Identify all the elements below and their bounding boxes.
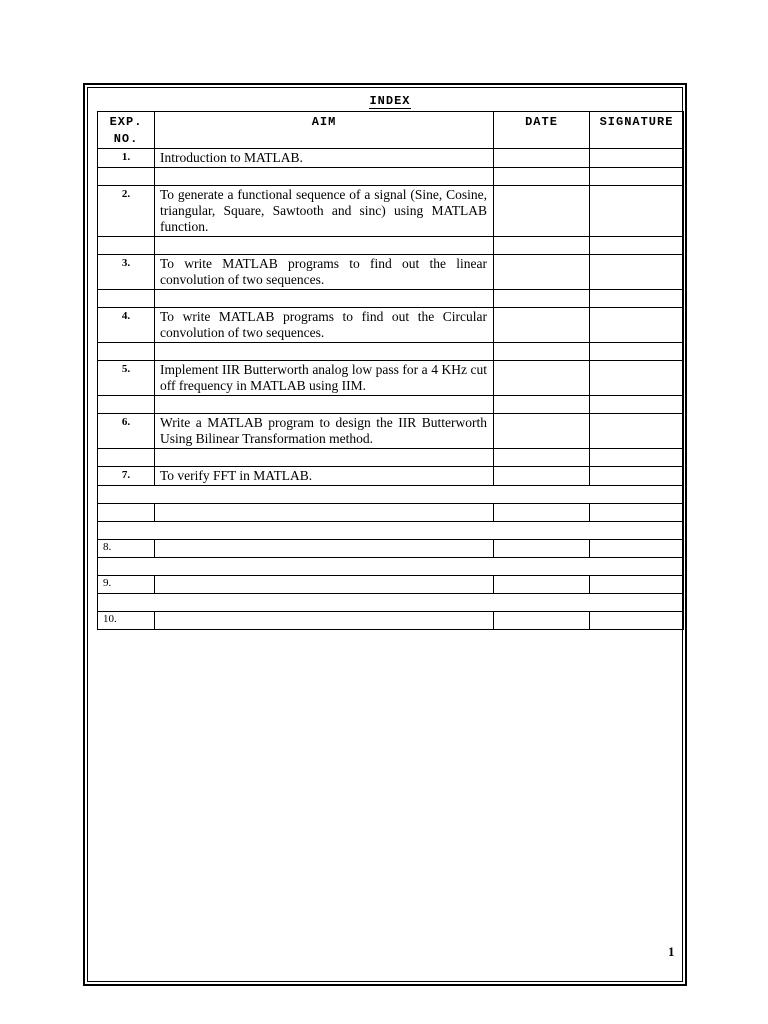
exp-number: 1. [98, 149, 155, 168]
exp-number: 5. [98, 361, 155, 396]
signature-cell [590, 576, 684, 594]
date-cell [494, 504, 590, 522]
exp-number [98, 504, 155, 522]
date-cell [494, 361, 590, 396]
exp-aim: To write MATLAB programs to find out the linear convolution of two sequences. [155, 255, 494, 290]
spacer-row [98, 449, 684, 467]
table-row [98, 467, 684, 486]
exp-number: 8. [98, 540, 155, 558]
table-row [98, 186, 684, 237]
header-date: DATE [494, 112, 590, 149]
exp-aim [155, 576, 494, 594]
spacer-row [98, 343, 684, 361]
exp-number: 6. [98, 414, 155, 449]
table-row [98, 361, 684, 396]
table-row [98, 540, 684, 558]
spacer-row [98, 594, 684, 612]
table-row [98, 255, 684, 290]
exp-number: 2. [98, 186, 155, 237]
table-row [98, 576, 684, 594]
exp-aim [155, 504, 494, 522]
exp-aim: Introduction to MATLAB. [155, 149, 494, 168]
spacer-row [98, 290, 684, 308]
exp-aim: To write MATLAB programs to find out the Circular convolution of two sequences. [155, 308, 494, 343]
exp-aim [155, 612, 494, 630]
signature-cell [590, 467, 684, 486]
page-number: 1 [668, 944, 675, 959]
table-row [98, 308, 684, 343]
exp-number: 4. [98, 308, 155, 343]
table-row [98, 149, 684, 168]
table-row [98, 414, 684, 449]
exp-aim: Implement IIR Butterworth analog low pass for a 4 KHz cut off frequency in MATLAB using IIM. [155, 361, 494, 396]
exp-number: 7. [98, 467, 155, 486]
signature-cell [590, 540, 684, 558]
spacer-row [98, 558, 684, 576]
spacer-row [98, 237, 684, 255]
exp-aim: Write a MATLAB program to design the IIR Butterworth Using Bilinear Transformation method. [155, 414, 494, 449]
date-cell [494, 255, 590, 290]
exp-aim: To generate a functional sequence of a signal (Sine, Cosine, triangular, Square, Sawtooth and sinc) using MATLAB function. [155, 186, 494, 237]
signature-cell [590, 504, 684, 522]
date-cell [494, 540, 590, 558]
table-row [98, 504, 684, 522]
exp-aim [155, 540, 494, 558]
date-cell [494, 308, 590, 343]
signature-cell [590, 255, 684, 290]
date-cell [494, 149, 590, 168]
exp-aim: To verify FFT in MATLAB. [155, 467, 494, 486]
signature-cell [590, 361, 684, 396]
table-row [98, 612, 684, 630]
header-exp-no: EXP. NO. [98, 112, 155, 149]
spacer-row [98, 486, 684, 504]
header-row [98, 112, 684, 149]
signature-cell [590, 612, 684, 630]
signature-cell [590, 186, 684, 237]
spacer-row [98, 168, 684, 186]
index-title: INDEX [369, 94, 411, 108]
date-cell [494, 467, 590, 486]
index-table [97, 111, 684, 630]
date-cell [494, 576, 590, 594]
signature-cell [590, 308, 684, 343]
date-cell [494, 186, 590, 237]
date-cell [494, 612, 590, 630]
header-signature: SIGNATURE [590, 112, 684, 149]
exp-number: 3. [98, 255, 155, 290]
spacer-row [98, 522, 684, 540]
signature-cell [590, 149, 684, 168]
exp-number: 10. [98, 612, 155, 630]
date-cell [494, 414, 590, 449]
signature-cell [590, 414, 684, 449]
spacer-row [98, 396, 684, 414]
header-aim: AIM [155, 112, 494, 149]
exp-number: 9. [98, 576, 155, 594]
